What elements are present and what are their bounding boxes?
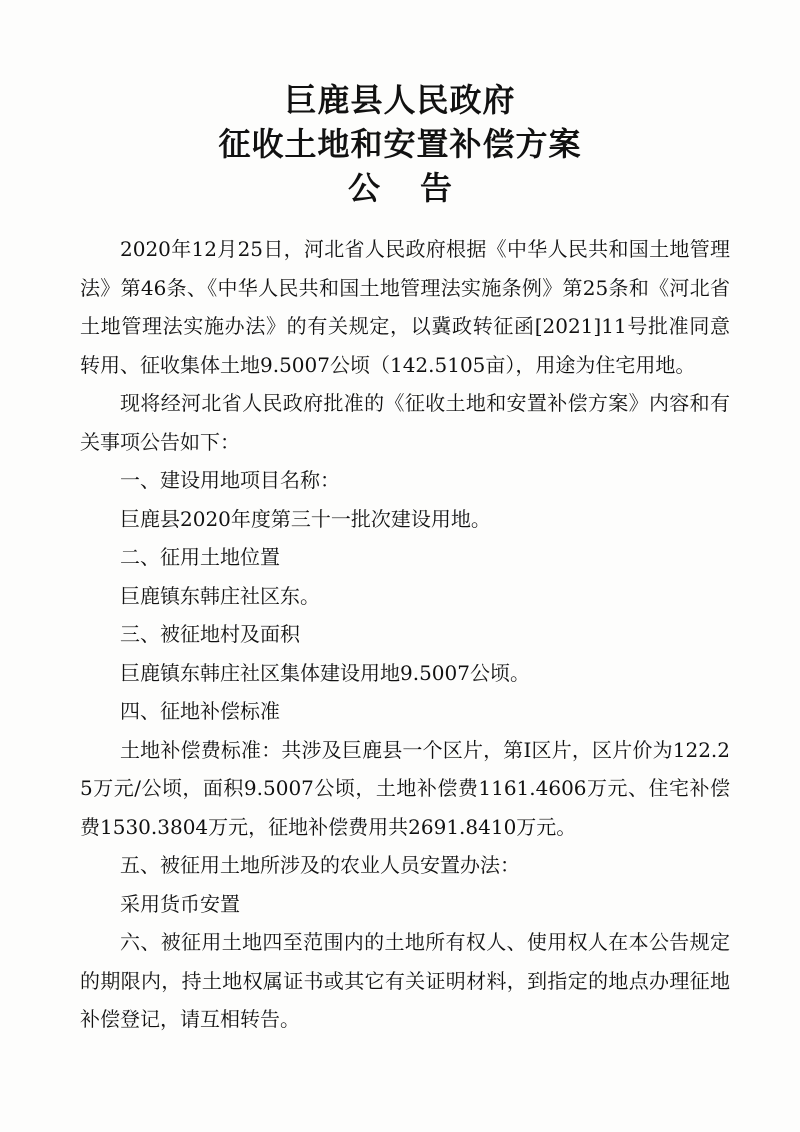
section-5-body: 采用货币安置: [120, 891, 240, 916]
section-2-body: 巨鹿镇东韩庄社区东。: [120, 583, 320, 608]
document-title: [0, 78, 800, 210]
section-3-heading: 三、被征地村及面积: [120, 622, 300, 646]
section-4-body: 土地补偿费标准：共涉及巨鹿县一个区片，第Ⅰ区片，区片价为122.25万元/公顷，面积9.5007公顷，土地补偿费1161.4606万元、住宅补偿费1530.3804万元，征地补偿费用共2691.8410万元。: [80, 737, 730, 839]
section-6-body: 六、被征用土地四至范围内的土地所有权人、使用权人在本公告规定的期限内，持土地权属证书或其它有关证明材料，到指定的地点办理征地补偿登记，请互相转告。: [80, 930, 730, 1031]
intro-paragraph: 2020年12月25日，河北省人民政府根据《中华人民共和国土地管理法》第46条、《中华人民共和国土地管理法实施条例》第25条和《河北省土地管理法实施办法》的有关规定，以冀政转征函[2021]11号批准同意转用、征收集体土地9.5007公顷（142.5105亩），用途为住宅用地。: [80, 237, 730, 377]
title-line-announcement: 公告: [347, 169, 492, 207]
title-line-subject: 征收土地和安置补偿方案: [218, 125, 582, 163]
announce-paragraph: 现将经河北省人民政府批准的《征收土地和安置补偿方案》内容和有关事项公告如下：: [80, 391, 730, 454]
section-1-heading: 一、建设用地项目名称：: [120, 468, 340, 492]
section-5-heading: 五、被征用土地所涉及的农业人员安置办法：: [120, 853, 520, 877]
section-1-body: 巨鹿县2020年度第三十一批次建设用地。: [120, 506, 491, 531]
section-3-body: 巨鹿镇东韩庄社区集体建设用地9.5007公顷。: [120, 660, 530, 685]
section-2-heading: 二、征用土地位置: [120, 545, 280, 569]
document-body: [80, 230, 730, 1039]
title-line-issuer: 巨鹿县人民政府: [284, 81, 516, 119]
section-4-heading: 四、征地补偿标准: [120, 699, 280, 723]
